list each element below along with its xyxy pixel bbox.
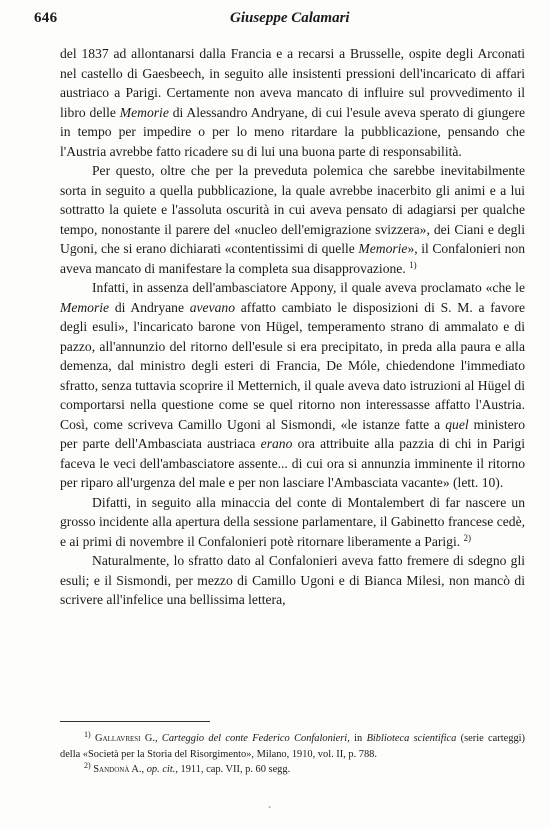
page-header	[34, 10, 520, 30]
page-number: 646	[34, 10, 58, 26]
text-run: di Andryane	[109, 299, 190, 315]
footnotes	[60, 731, 525, 778]
italic-text: avevano	[189, 299, 236, 315]
footnote-divider	[60, 721, 210, 722]
text-run: , in	[347, 733, 367, 744]
italic-text: erano	[260, 436, 293, 451]
body-text	[60, 44, 525, 610]
footnote-ref: 2)	[84, 761, 91, 770]
italic-text: Memorie	[60, 299, 110, 315]
footnote-ref: 1)	[409, 259, 417, 270]
text-run: ora attribuite alla pazzia di chi in Parigi faceva le veci dell'ambasciatore assente... di cui ora si annunzia imminente il ritorno per riparo all'urgenza del male e per non lasciare l'Ambasciata vacante» (lett. 10).	[60, 436, 526, 490]
italic-text: Biblioteca scientifica	[366, 733, 457, 744]
footnote-ref: 2)	[463, 532, 472, 543]
footnote-ref: 1)	[84, 730, 91, 739]
text-run: ministero per parte dell'Ambasciata austriaca	[60, 416, 525, 451]
paragraph	[60, 161, 525, 278]
text-run: ,	[141, 764, 147, 775]
italic-text: Memorie	[358, 241, 408, 256]
text-run: Sandonà A.	[93, 764, 142, 775]
text-run: , 1911, cap. VII, p. 60 segg.	[175, 764, 291, 775]
paragraph	[60, 551, 525, 610]
text-run: (serie carteggi) della «Società per la Storia del Risorgimento», Milano, 1910, vol. II, p. 788.	[60, 733, 525, 760]
footnote	[60, 731, 525, 762]
paragraph	[60, 44, 525, 161]
page-mark: ˋ	[268, 806, 272, 817]
italic-text: op. cit.	[146, 764, 176, 775]
text-run: Gallavresi G.	[95, 733, 155, 744]
text-run: Naturalmente, lo sfratto dato al Confalonieri aveva fatto fremere di sdegno gli esuli; e il Sismondi, per mezzo di Camillo Ugoni e di Bianca Milesi, non mancò di scrivere all'infelice una bellissima lettera,	[60, 553, 525, 607]
text-run: del 1837 ad allontanarsi dalla Francia e a recarsi a Brusselle, ospite degli Arconati nel castello di Gaesbeech, in seguito alle insistenti pressioni dell'incaricato di affari austriaco a Parigi. Certamente non aveva mancato di influire sul provvedimento il libro delle	[60, 46, 525, 120]
text-run: Per questo, oltre che per la preveduta polemica che sarebbe inevitabilmente sorta in seguito a quella pubblicazione, la quale avrebbe inacerbito gli animi e a lui sottratto la quiete e l'assoluta oscurità in cui aveva pensato di adagiarsi per qualche tempo, nonostante il parere del «nucleo dell'emigrazione svizzera», dei Ciani e degli Ugoni, che si erano dichiarati «contentissimi di quelle	[60, 163, 525, 256]
footnote	[60, 762, 525, 778]
italic-text: Carteggio del conte Federico Confalonieri	[161, 733, 348, 744]
text-run: Difatti, in seguito alla minaccia del conte di Montalembert di far nascere un grosso incidente alla apertura della sessione parlamentare, il Gabinetto francese cedè, e ai primi di novembre il Confalonieri potè ritornare liberamente a Parigi.	[60, 494, 525, 549]
text-run: di Alessandro Andryane, di cui l'esule aveva sperato di giungere in tempo per impedire o per lo meno ritardare la pubblicazione, pensando che l'Austria avrebbe fatto ricadere su di lui una buona parte di responsabilità.	[60, 104, 525, 159]
text-run: ,	[154, 733, 162, 744]
running-head: Giuseppe Calamari	[230, 10, 350, 26]
paragraph	[60, 493, 525, 552]
text-run: », il Confalonieri non aveva mancato di manifestare la completa sua disapprovazione.	[60, 241, 525, 276]
text-run: Infatti, in assenza dell'ambasciatore Appony, il quale aveva proclamato «che le	[92, 280, 525, 295]
text-run: affatto cambiato le disposizioni di S. M. a favore degli esuli», l'incaricato barone von Hügel, temperamento strano di ammalato e di pazzo, all'annunzio del ritorno dell'esule si era precipitato, in preda alla paura e alla demenza, dal ministro degli esteri di Francia, De Móle, chiedendone l'immediato sfratto, senza tuttavia scoprire il Metternich, il quale aveva dato istruzioni al Hügel di comportarsi nella questione come se quel ritorno non interessasse affatto l'Austria. Così, come scriveva Camillo Ugoni al Sismondi, «le istanze fatte a	[60, 299, 525, 432]
paragraph	[60, 278, 525, 493]
italic-text: quel	[445, 416, 469, 432]
italic-text: Memorie	[119, 104, 169, 120]
